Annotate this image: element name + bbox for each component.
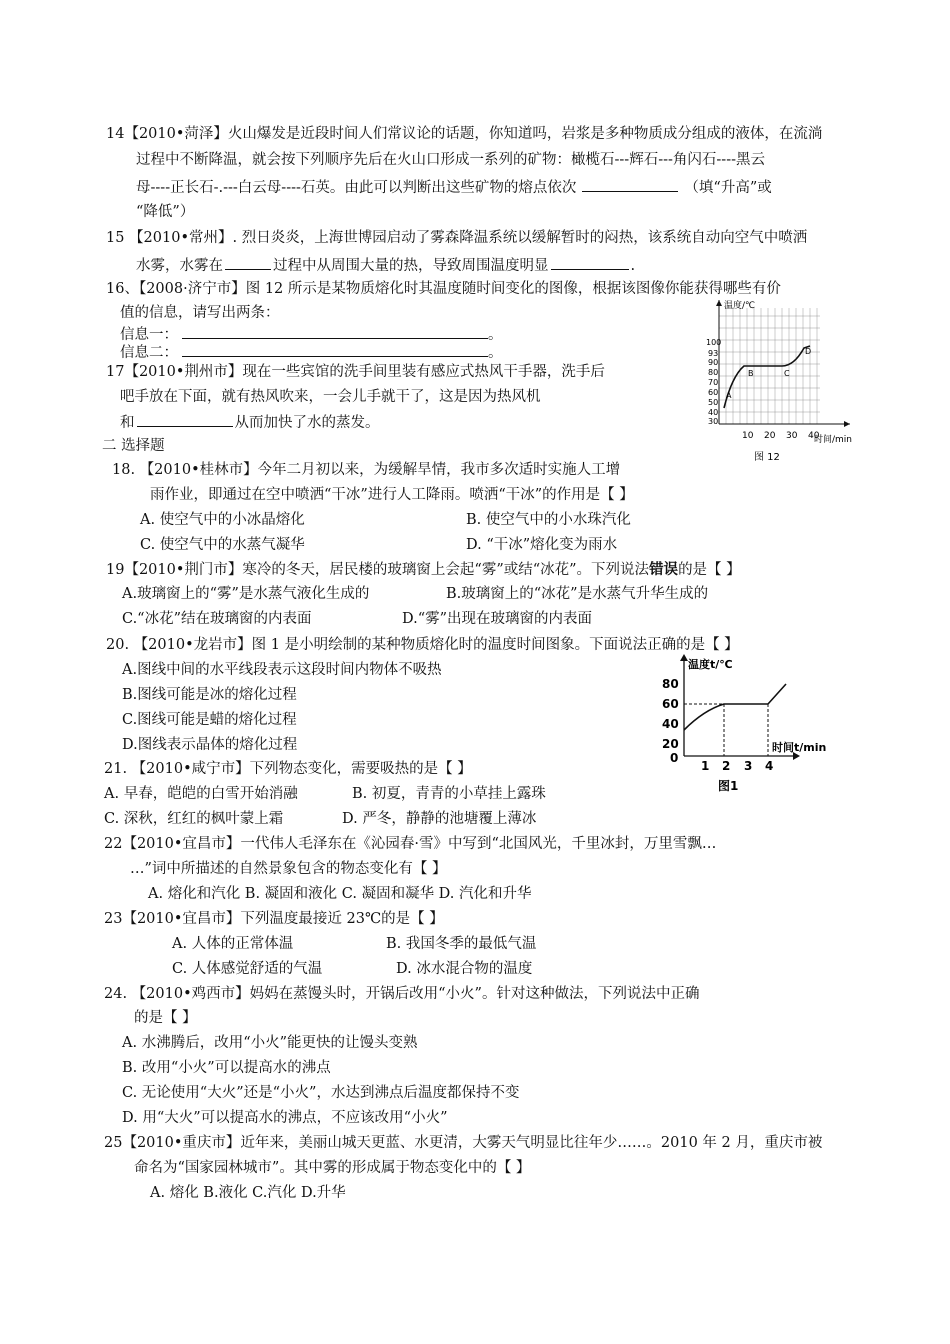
q19-text-c: 的是【 】 xyxy=(678,562,741,578)
figure-12-ylabel: 温度/℃ xyxy=(724,301,756,311)
q16-info2-blank[interactable] xyxy=(182,341,488,357)
figure-12-curve xyxy=(724,346,810,408)
q16-info2-end: 。 xyxy=(488,345,503,361)
figure-1-xtick: 3 xyxy=(744,759,753,773)
figure-12-ytick: 60 xyxy=(708,388,719,397)
figure-1-xtick: 4 xyxy=(765,759,774,773)
figure-12-ytick: 93 xyxy=(708,349,719,358)
figure-1-ytick: 60 xyxy=(662,697,679,711)
q16-info2-label: 信息二： xyxy=(120,345,178,361)
figure-12-point-label: B xyxy=(748,369,754,378)
q23-option-b[interactable]: B. 我国冬季的最低气温 xyxy=(386,936,537,952)
figure-1-ytick: 40 xyxy=(662,717,679,731)
q14-line3-text: 母----正长石-.---白云母----石英。由此可以判断出这些矿物的熔点依次 xyxy=(136,180,577,196)
q18-option-c[interactable]: C. 使空气中的水蒸气凝华 xyxy=(140,537,305,553)
section-heading: 二 选择题 xyxy=(102,438,165,454)
q14-line2: 过程中不断降温，就会按下列顺序先后在火山口形成一系列的矿物：橄榄石---辉石---角闪石----黑云 xyxy=(136,152,765,168)
q17-line3 xyxy=(120,411,380,433)
q16-line1: 16、【2008·济宁市】图 12 所示是某物质熔化时其温度随时间变化的图像，根据该图像你能获得哪些有价 xyxy=(106,281,781,297)
q25-line2: 命名为“国家园林城市”。其中雾的形成属于物态变化中的【 】 xyxy=(134,1160,531,1176)
q14-line1: 14【2010•菏泽】火山爆发是近段时间人们常议论的话题，你知道吗，岩浆是多种物质成分组成的液体，在流淌 xyxy=(106,126,823,142)
q16-info1-blank[interactable] xyxy=(182,323,488,339)
q24-option-d[interactable]: D. 用“大火”可以提高水的沸点，不应该改用“小火” xyxy=(122,1110,448,1126)
q19-text-a: 19【2010•荆门市】寒冷的冬天，居民楼的玻璃窗上会起“雾”或结“冰花”。下列说法 xyxy=(106,562,650,578)
figure-12-point-label: C xyxy=(784,369,790,378)
q23-line1: 23【2010•宜昌市】下列温度最接近 23℃的是【 】 xyxy=(104,911,444,927)
q17-blank[interactable] xyxy=(137,411,233,427)
q19-line1 xyxy=(106,560,741,580)
figure-12-ytick: 80 xyxy=(708,368,719,377)
figure-12-xlabel: 时间/min xyxy=(814,435,853,445)
q14-line4: “降低”） xyxy=(136,204,195,220)
q15-text-c: . xyxy=(630,258,636,274)
q19-option-d[interactable]: D.“雾”出现在玻璃窗的内表面 xyxy=(402,611,593,627)
q25-line1: 25【2010•重庆市】近年来，美丽山城天更蓝、水更清，大雾天气明显比往年少……。2010 年 2 月，重庆市被 xyxy=(104,1135,823,1151)
figure-1-xtick: 1 xyxy=(701,759,710,773)
figure-12-xtick: 30 xyxy=(786,431,798,441)
figure-12-xtick: 10 xyxy=(742,431,754,441)
q16-info1-end: 。 xyxy=(488,327,503,343)
figure-12-point-label: D xyxy=(805,347,812,356)
q17-line1: 17【2010•荆州市】现在一些宾馆的洗手间里装有感应式热风干手器，洗手后 xyxy=(106,364,605,380)
q19-keyword: 错误 xyxy=(649,561,679,578)
q20-option-d[interactable]: D.图线表示晶体的熔化过程 xyxy=(122,737,298,753)
figure-1-ytick: 0 xyxy=(670,751,679,765)
q20-option-b[interactable]: B.图线可能是冰的熔化过程 xyxy=(122,687,297,703)
figure-12-xtick: 20 xyxy=(764,431,776,441)
q21-option-a[interactable]: A. 早春，皑皑的白雪开始消融 xyxy=(104,786,298,802)
q16-line2: 值的信息，请写出两条： xyxy=(120,305,280,321)
q18-option-d[interactable]: D. “干冰”熔化变为雨水 xyxy=(466,537,618,553)
q23-option-a[interactable]: A. 人体的正常体温 xyxy=(172,936,294,952)
q22-options[interactable]: A. 熔化和汽化 B. 凝固和液化 C. 凝固和凝华 D. 汽化和升华 xyxy=(148,886,532,902)
q19-option-a[interactable]: A.玻璃窗上的“雾”是水蒸气液化生成的 xyxy=(122,586,370,602)
figure-12-ytick: 40 xyxy=(708,408,719,417)
q23-option-c[interactable]: C. 人体感觉舒适的气温 xyxy=(172,961,323,977)
figure-1-caption: 图1 xyxy=(718,779,739,793)
q16-info2 xyxy=(120,341,503,363)
q15-blank-1[interactable] xyxy=(225,254,271,270)
q19-option-b[interactable]: B.玻璃窗上的“冰花”是水蒸气升华生成的 xyxy=(446,586,709,602)
figure-1-ylabel: 温度t/℃ xyxy=(688,658,733,671)
figure-1-xtick: 2 xyxy=(722,759,731,773)
figure-12 xyxy=(702,296,882,468)
q21-option-b[interactable]: B. 初夏，青青的小草挂上露珠 xyxy=(352,786,546,802)
q17-text-a: 和 xyxy=(120,415,135,431)
q14-line3 xyxy=(136,176,772,198)
q24-line2: 的是【 】 xyxy=(134,1010,197,1026)
q15-line1: 15 【2010•常州】. 烈日炎炎，上海世博园启动了雾森降温系统以缓解暂时的闷热，该系统自动向空气中喷洒 xyxy=(106,230,808,246)
q23-option-d[interactable]: D. 冰水混合物的温度 xyxy=(396,961,533,977)
q24-line1: 24. 【2010•鸡西市】妈妈在蒸馒头时，开锅后改用“小火”。针对这种做法，下列说法中正确 xyxy=(104,986,700,1002)
q16-info1-label: 信息一： xyxy=(120,327,178,343)
q18-option-a[interactable]: A. 使空气中的小冰晶熔化 xyxy=(140,512,305,528)
q14-line3-tail: （填“升高”或 xyxy=(684,180,772,196)
q24-option-c[interactable]: C. 无论使用“大火”还是“小火”，水达到沸点后温度都保持不变 xyxy=(122,1085,520,1101)
q15-blank-2[interactable] xyxy=(551,254,629,270)
q18-line1: 18. 【2010•桂林市】今年二月初以来，为缓解旱情，我市多次适时实施人工增 xyxy=(112,462,621,478)
figure-1 xyxy=(656,652,836,798)
figure-12-ytick: 50 xyxy=(708,398,719,407)
q15-text-b: 过程中从周围大量的热，导致周围温度明显 xyxy=(273,258,549,274)
q24-option-a[interactable]: A. 水沸腾后，改用“小火”能更快的让馒头变熟 xyxy=(122,1035,418,1051)
q21-line1: 21. 【2010•咸宁市】下列物态变化，需要吸热的是【 】 xyxy=(104,761,472,777)
q20-option-a[interactable]: A.图线中间的水平线段表示这段时间内物体不吸热 xyxy=(122,662,442,678)
q20-option-c[interactable]: C.图线可能是蜡的熔化过程 xyxy=(122,712,297,728)
q21-option-c[interactable]: C. 深秋，红红的枫叶蒙上霜 xyxy=(104,811,284,827)
figure-12-point-label: A xyxy=(726,391,732,400)
figure-12-xtick: 40 xyxy=(808,431,820,441)
q18-option-b[interactable]: B. 使空气中的小水珠汽化 xyxy=(466,512,631,528)
q15-line2 xyxy=(136,254,635,276)
figure-12-ytick: 70 xyxy=(708,378,719,387)
q21-option-d[interactable]: D. 严冬，静静的池塘覆上薄冰 xyxy=(342,811,537,827)
figure-1-xlabel: 时间t/min xyxy=(772,741,827,754)
figure-12-ytick: 30 xyxy=(708,417,719,426)
q14-blank[interactable] xyxy=(582,176,678,192)
figure-12-caption: 图 12 xyxy=(754,452,780,463)
q15-text-a: 水雾，水雾在 xyxy=(136,258,223,274)
figure-12-ytick: 90 xyxy=(708,358,719,367)
q17-line2: 吧手放在下面，就有热风吹来，一会儿手就干了，这是因为热风机 xyxy=(120,389,541,405)
q20-line1: 20. 【2010•龙岩市】图 1 是小明绘制的某种物质熔化时的温度时间图象。下面说法正确的是【 】 xyxy=(106,637,739,653)
q22-line1: 22【2010•宜昌市】一代伟人毛泽东在《沁园春·雪》中写到“北国风光，千里冰封，万里雪飘… xyxy=(104,836,717,852)
figure-1-curve xyxy=(684,684,786,730)
figure-12-ytick: 100 xyxy=(706,338,722,347)
figure-1-ytick: 20 xyxy=(662,737,679,751)
q19-option-c[interactable]: C.“冰花”结在玻璃窗的内表面 xyxy=(122,611,312,627)
q22-line2: …”词中所描述的自然景象包含的物态变化有【 】 xyxy=(130,861,447,877)
q24-option-b[interactable]: B. 改用“小火”可以提高水的沸点 xyxy=(122,1060,331,1076)
figure-1-ytick: 80 xyxy=(662,677,679,691)
q18-line2: 雨作业，即通过在空中喷洒“干冰”进行人工降雨。喷洒“干冰”的作用是【 】 xyxy=(150,487,634,503)
q25-options[interactable]: A. 熔化 B.液化 C.汽化 D.升华 xyxy=(150,1185,346,1201)
q17-text-b: 从而加快了水的蒸发。 xyxy=(234,415,380,431)
